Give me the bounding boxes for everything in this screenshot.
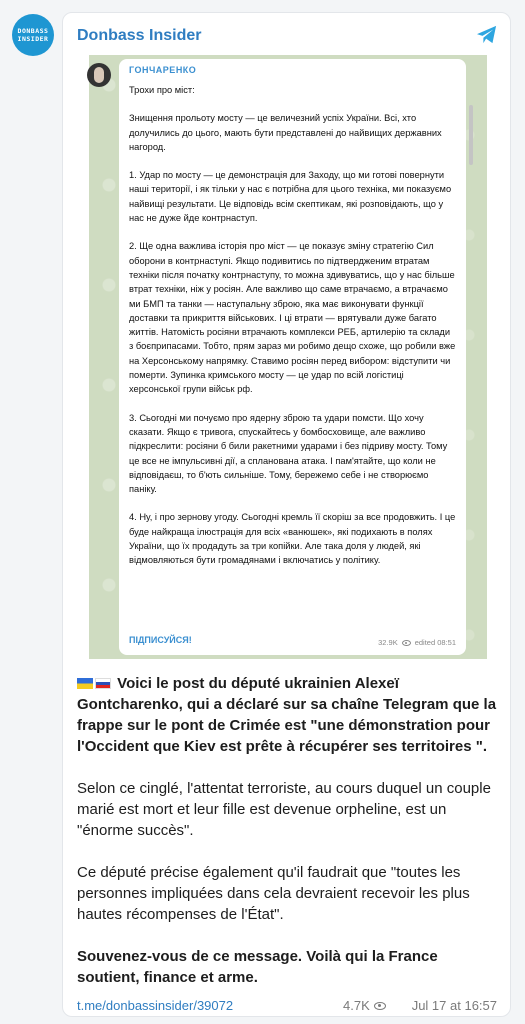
avatar-text-line1: DONBASS — [17, 27, 49, 35]
telegram-icon[interactable] — [476, 25, 498, 45]
embedded-screenshot[interactable] — [89, 55, 487, 659]
channel-avatar[interactable] — [12, 14, 54, 56]
post-views — [343, 998, 386, 1013]
post-footer — [77, 998, 497, 1016]
embedded-paragraph: Трохи про міст: — [129, 85, 195, 95]
embedded-paragraph: 3. Сьогодні ми почуємо про ядерну зброю та удари помсти. Що хочу сказати. Якщо є тривога, спускайтесь у бомбосховище, але важливо підкреслити: росіяни б били ракетними ударами і без підриву мосту. Тому це все не імпульсивні дії, а спланована атака. І пам'ятайте, що коли не відповідаєш, то б'ють сильніше. Тому, бережемо себе і не створюємо паніку. — [129, 412, 448, 495]
eye-icon — [374, 1002, 386, 1010]
caption-paragraph-1 — [77, 673, 502, 757]
post-caption — [77, 673, 502, 1009]
post-link[interactable]: t.me/donbassinsider/39072 — [77, 998, 234, 1013]
post-date[interactable]: Jul 17 at 16:57 — [411, 998, 497, 1013]
embedded-paragraph: 1. Удар по мосту — це демонстрація для Заходу, що ми готові повернути наші території, і як тільки у нас є потрібна для цього техніка, ми показуємо найвищі результати. Це відповідь всім скептикам, які розповідають, що у нас не дуже йде контрнаступ. — [129, 170, 452, 224]
eye-icon — [402, 640, 411, 646]
embedded-paragraph: 4. Ну, і про зернову угоду. Сьогодні кремль її скоріш за все продовжить. І це буде найкраща ілюстрація для всіх «ванюшек», які подихають в полях України, що їх продадуть за три копійки. Але така доля у людей, які відмовляються бути громадянами і включатись у політику. — [129, 512, 456, 566]
caption-text-1: Voici le post du député ukrainien Alexeï Gontcharenko, qui a déclaré sur sa chaîne Telegram que la frappe sur le pont de Crimée est "une démonstration pour l'Occident que Kiev est prête à récupérer ses territoires ". — [77, 675, 497, 755]
caption-paragraph-4: Souvenez-vous de ce message. Voilà qui la France soutient, finance et arme. — [77, 948, 438, 986]
caption-paragraph-3: Ce député précise également qu'il faudrait que "toutes les personnes impliquées dans cela devraient recevoir les plus hautes récompenses de l'État". — [77, 864, 470, 923]
embedded-author-avatar — [87, 63, 111, 87]
embedded-edited-time: edited 08:51 — [414, 638, 456, 647]
caption-paragraph-2: Selon ce cinglé, l'attentat terroriste, au cours duquel un couple marié est mort et leur fille est devenue orpheline, est un "énorme succès". — [77, 780, 491, 839]
avatar-text-line2: INSIDER — [17, 35, 49, 43]
russia-flag-icon — [95, 678, 111, 689]
embedded-message-text — [129, 83, 456, 568]
scrollbar-thumb[interactable] — [469, 105, 473, 165]
telegram-post-card — [62, 12, 511, 1017]
embedded-message-meta — [378, 638, 456, 647]
views-count: 4.7K — [343, 998, 370, 1013]
embedded-paragraph: 2. Ще одна важлива історія про міст — це показує зміну стратегію Сил оборони в контрнаступі. Якщо подивитись по підтвердженим втратам техніки після початку контрнаступу, то можна здивуватись, що у нас більше втрат техніки, ніж у росіян. Але важливо що саме втрачаємо, а втрачаємо ми БМП та танки — наступальну зброю, яка має виконувати функції доставки та прикриття військових. І ці втрати — врятували дуже багато життів. Натомість росіяни втрачають комплекси РЕБ, артилерію та склади з боєприпасами. Тобто, прям зараз ми робимо дещо схоже, що робили вже на Херсонському напрямку. Ставимо росіян перед вибором: відступити чи померти. Зупинка кримського мосту — це удар по всій логістиці херсонської групи військ рф. — [129, 241, 456, 395]
embedded-views-count: 32.9K — [378, 638, 398, 647]
post-header — [63, 13, 511, 61]
channel-name[interactable]: Donbass Insider — [77, 27, 202, 44]
embedded-subscribe-link: ПІДПИСУЙСЯ! — [129, 635, 192, 645]
ukraine-flag-icon — [77, 678, 93, 689]
embedded-author-name: ГОНЧАРЕНКО — [129, 65, 197, 75]
embedded-message-bubble — [119, 59, 466, 655]
embedded-paragraph: Знищення прольоту мосту — це величезний успіх України. Всі, хто долучились до цього, мають бути представлені до найвищих державних нагород. — [129, 113, 442, 152]
